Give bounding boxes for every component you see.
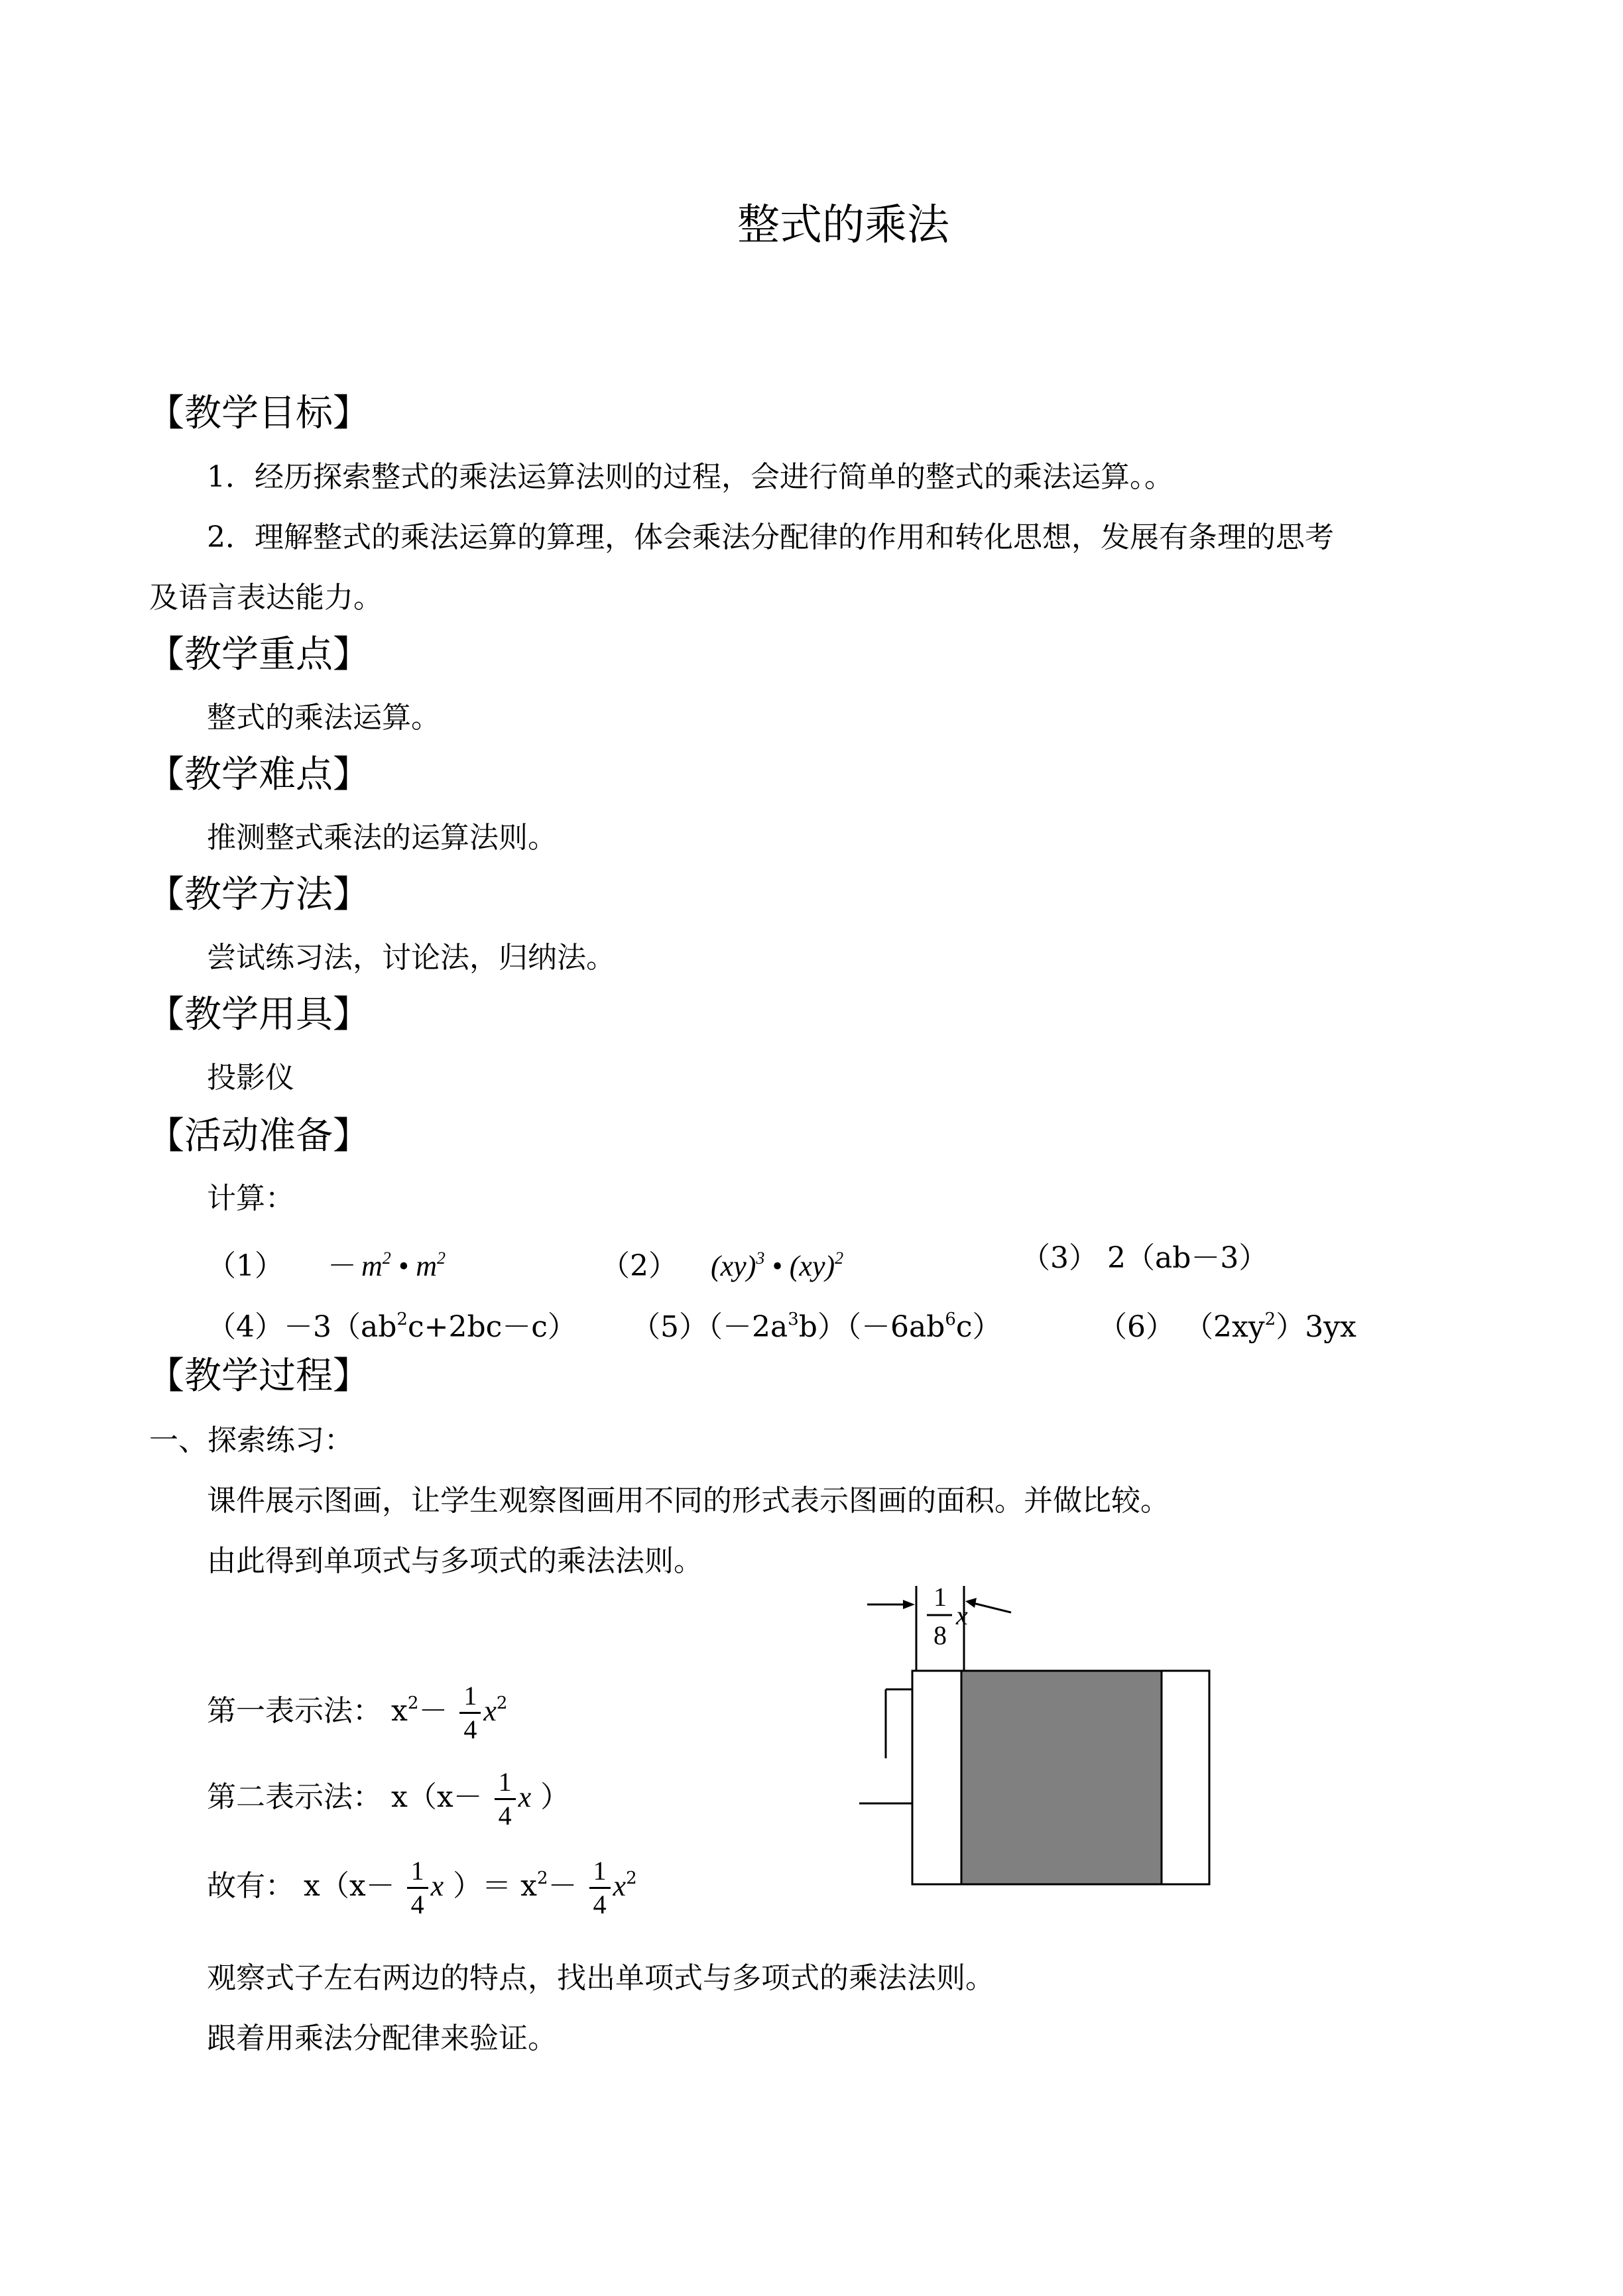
objective-2-line2: 及语言表达能力。 xyxy=(149,581,383,615)
hence-numerator-2: 1 xyxy=(589,1855,611,1889)
ex1-var-1: m xyxy=(361,1250,383,1282)
rep1-var: x xyxy=(483,1695,497,1727)
heading-tools: 【教学用具】 xyxy=(147,993,370,1036)
process-paragraph-3: 观察式子左右两边的特点，找出单项式与多项式的乘法法则。 xyxy=(207,1961,994,1995)
ex5-part-2: b）（－6ab xyxy=(798,1310,945,1344)
objective-2-line1: 2．理解整式的乘法运算的算理，体会乘法分配律的作用和转化思想，发展有条理的思考 xyxy=(207,520,1334,554)
heading-prep: 【活动准备】 xyxy=(147,1115,370,1158)
ex4-part-1: （4）－3（ab xyxy=(207,1310,397,1344)
process-paragraph-2: 由此得到单项式与多项式的乘法法则。 xyxy=(207,1544,703,1578)
exercise-2-label: （2） xyxy=(601,1249,678,1283)
exercise-5 xyxy=(631,1301,1002,1346)
difficulty-text: 推测整式乘法的运算法则。 xyxy=(207,821,557,855)
rep2-suffix: ） xyxy=(540,1780,570,1814)
dimension-fraction-var: x xyxy=(956,1601,968,1630)
process-paragraph-1: 课件展示图画，让学生观察图画用不同的形式表示图画的面积。并做比较。 xyxy=(207,1484,1170,1518)
rep2-denominator: 4 xyxy=(498,1801,512,1831)
hence-fraction-1 xyxy=(407,1855,428,1921)
page-title: 整式的乘法 xyxy=(737,201,949,250)
ex5-part-1: （5）（－2a xyxy=(631,1310,788,1344)
hence-denominator-1: 4 xyxy=(410,1890,424,1919)
ex4-exp: 2 xyxy=(396,1309,408,1329)
exercise-2 xyxy=(601,1240,843,1285)
dimension-left-arrowhead xyxy=(903,1600,915,1609)
tools-text: 投影仪 xyxy=(207,1061,294,1095)
ex6-part-2: ）3yx xyxy=(1276,1310,1356,1344)
hence-prefix: x（x－ xyxy=(304,1869,395,1903)
hence-fraction-2 xyxy=(589,1855,611,1921)
rep2-var: x xyxy=(518,1781,532,1813)
rep1-denominator: 4 xyxy=(463,1715,477,1744)
exercise-1-label: （1） xyxy=(207,1249,284,1283)
heading-difficulty: 【教学难点】 xyxy=(147,753,370,796)
hence-var-1: x xyxy=(430,1870,444,1902)
rep2-label: 第二表示法： xyxy=(207,1780,382,1814)
rep1-exp: 2 xyxy=(407,1693,419,1713)
hence-equation xyxy=(207,1855,637,1921)
ex1-var-2: m xyxy=(416,1250,437,1282)
exercise-6 xyxy=(1098,1301,1356,1346)
ex2-exp-1: 3 xyxy=(756,1248,765,1268)
key-point-text: 整式的乘法运算。 xyxy=(207,701,440,735)
rep1-x: x xyxy=(391,1694,408,1728)
heading-key-point: 【教学重点】 xyxy=(147,633,370,676)
hence-var-2-exp: 2 xyxy=(626,1868,637,1888)
ex6-part-1: （6） （2xy xyxy=(1098,1310,1265,1344)
process-paragraph-4: 跟着用乘法分配律来验证。 xyxy=(207,2022,557,2055)
exercise-3: （3） 2（ab－3） xyxy=(1021,1241,1268,1275)
rep1-fraction xyxy=(459,1680,481,1746)
ex2-exp-2: 2 xyxy=(835,1248,844,1268)
hence-label: 故有： xyxy=(207,1869,294,1903)
hence-denominator-2: 4 xyxy=(593,1890,607,1919)
calc-label: 计算： xyxy=(207,1181,294,1215)
hence-minus: － xyxy=(548,1869,577,1903)
ex6-exp: 2 xyxy=(1264,1309,1276,1329)
rep1-numerator: 1 xyxy=(459,1680,481,1714)
ex2-dot: • xyxy=(772,1250,782,1282)
rep1-var-exp: 2 xyxy=(496,1693,508,1713)
dimension-fraction-denominator: 8 xyxy=(933,1620,947,1650)
heading-method: 【教学方法】 xyxy=(147,873,370,916)
exercise-1 xyxy=(207,1240,446,1285)
dimension-fraction-numerator: 1 xyxy=(933,1582,947,1612)
hence-exp: 2 xyxy=(536,1868,548,1888)
rep1-minus: － xyxy=(418,1694,448,1728)
ex5-exp-2: 6 xyxy=(945,1309,956,1329)
heading-process: 【教学过程】 xyxy=(147,1355,370,1398)
objective-1: 1．经历探索整式的乘法运算法则的过程，会进行简单的整式的乘法运算。。 xyxy=(207,460,1173,494)
hence-var-2: x xyxy=(613,1870,627,1902)
rep2-fraction xyxy=(495,1766,516,1832)
ex5-exp-1: 3 xyxy=(788,1309,799,1329)
exercise-4 xyxy=(207,1301,577,1346)
ex1-dot: • xyxy=(398,1250,409,1282)
shaded-area xyxy=(961,1671,1162,1884)
ex2-term-2: (xy) xyxy=(789,1250,835,1282)
rep1-label: 第一表示法： xyxy=(207,1694,382,1728)
ex5-part-3: c） xyxy=(955,1310,1002,1344)
rep2-prefix: x（x－ xyxy=(391,1780,483,1814)
hence-middle: ）＝ x xyxy=(453,1869,537,1903)
area-figure xyxy=(849,1578,1220,1909)
heading-objectives: 【教学目标】 xyxy=(147,392,370,435)
hence-numerator-1: 1 xyxy=(407,1855,428,1889)
ex4-part-2: c+2bc－c） xyxy=(407,1310,577,1344)
ex1-exp-1: 2 xyxy=(382,1248,391,1268)
representation-1 xyxy=(207,1680,507,1746)
representation-2 xyxy=(207,1766,570,1832)
ex1-exp-2: 2 xyxy=(436,1248,446,1268)
method-text: 尝试练习法，讨论法，归纳法。 xyxy=(207,941,615,975)
rep2-numerator: 1 xyxy=(495,1766,516,1800)
ex1-minus: － xyxy=(325,1250,354,1282)
part-1-heading: 一、探索练习： xyxy=(149,1423,353,1457)
ex2-term-1: (xy) xyxy=(711,1250,756,1282)
